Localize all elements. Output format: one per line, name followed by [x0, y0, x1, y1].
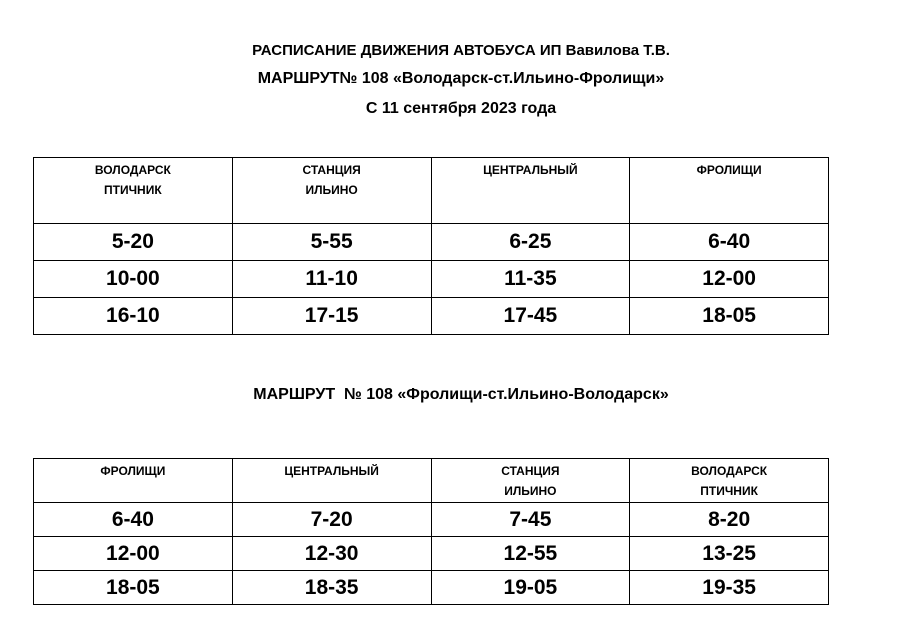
table-header-row [34, 459, 829, 503]
column-header [431, 459, 630, 503]
departure-time: 12-30 [232, 537, 431, 571]
departure-time: 12-00 [630, 261, 829, 298]
column-header [232, 459, 431, 503]
schedule-table-route-2 [33, 458, 829, 605]
route-2-title: МАРШРУТ № 108 «Фролищи-ст.Ильино-Володарск» [253, 386, 669, 403]
column-header [34, 158, 233, 224]
departure-time: 5-20 [34, 224, 233, 261]
departure-time: 11-35 [431, 261, 630, 298]
column-header-line: ФРОЛИЩИ [100, 464, 166, 478]
column-header-line: СТАНЦИЯ [302, 163, 361, 177]
column-header [630, 158, 829, 224]
table-row [34, 537, 829, 571]
departure-time: 8-20 [630, 503, 829, 537]
departure-time: 5-55 [232, 224, 431, 261]
departure-time: 6-25 [431, 224, 630, 261]
column-header-line: ИЛЬИНО [305, 183, 358, 197]
departure-time: 19-35 [630, 571, 829, 605]
departure-time: 7-20 [232, 503, 431, 537]
departure-time: 12-55 [431, 537, 630, 571]
column-header-line: ВОЛОДАРСК [691, 464, 768, 478]
departure-time: 18-35 [232, 571, 431, 605]
departure-time: 16-10 [34, 298, 233, 335]
column-header-line: СТАНЦИЯ [501, 464, 560, 478]
column-header [34, 459, 233, 503]
table-row [34, 503, 829, 537]
column-header-line: ЦЕНТРАЛЬНЫЙ [483, 163, 578, 177]
departure-time: 7-45 [431, 503, 630, 537]
table-header-row [34, 158, 829, 224]
column-header-line: ФРОЛИЩИ [696, 163, 762, 177]
table-row [34, 571, 829, 605]
column-header-line: ПТИЧНИК [700, 484, 758, 498]
table-row [34, 224, 829, 261]
departure-time: 17-45 [431, 298, 630, 335]
departure-time: 13-25 [630, 537, 829, 571]
table-row [34, 298, 829, 335]
departure-time: 18-05 [630, 298, 829, 335]
departure-time: 10-00 [34, 261, 233, 298]
departure-time: 17-15 [232, 298, 431, 335]
column-header [431, 158, 630, 224]
departure-time: 19-05 [431, 571, 630, 605]
departure-time: 6-40 [630, 224, 829, 261]
effective-date: С 11 сентября 2023 года [365, 100, 557, 117]
departure-time: 11-10 [232, 261, 431, 298]
column-header-line: ИЛЬИНО [504, 484, 557, 498]
column-header-line: ВОЛОДАРСК [94, 163, 171, 177]
table-row [34, 261, 829, 298]
column-header [630, 459, 829, 503]
departure-time: 6-40 [34, 503, 233, 537]
schedule-title: РАСПИСАНИЕ ДВИЖЕНИЯ АВТОБУСА ИП Вавилова Т.В. [252, 42, 670, 59]
route-1-title: МАРШРУТ№ 108 «Володарск-ст.Ильино-Фролищи» [257, 70, 665, 87]
column-header-line: ЦЕНТРАЛЬНЫЙ [284, 464, 379, 478]
column-header [232, 158, 431, 224]
schedule-table-route-1 [33, 157, 829, 335]
column-header-line: ПТИЧНИК [104, 183, 162, 197]
departure-time: 18-05 [34, 571, 233, 605]
departure-time: 12-00 [34, 537, 233, 571]
